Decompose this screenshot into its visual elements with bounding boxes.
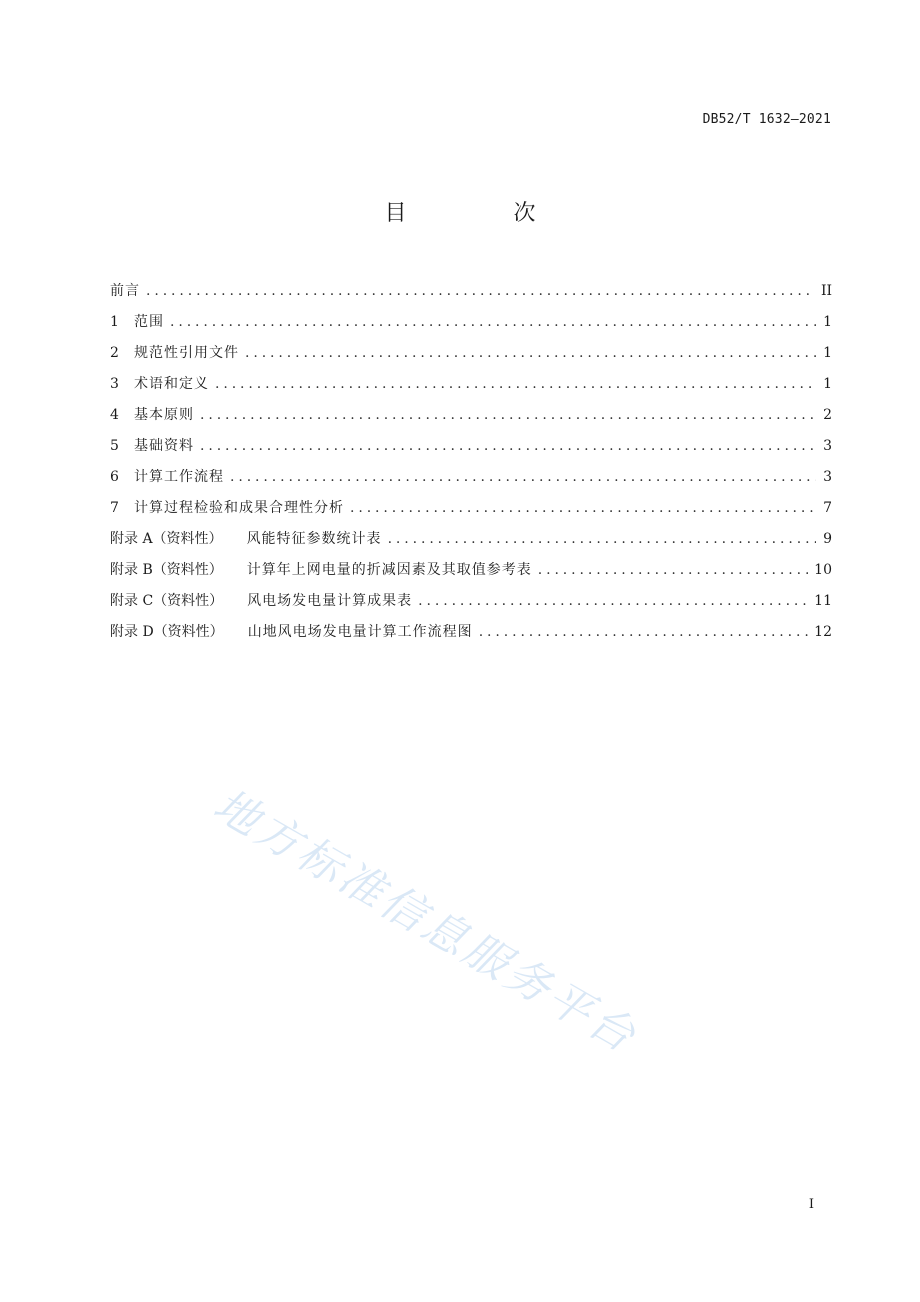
toc-entry-appendix-label: 附录 A（资料性） (110, 531, 223, 547)
toc-entry-title[interactable]: 术语和定义 (134, 376, 209, 392)
toc-entry-title[interactable]: 规范性引用文件 (134, 345, 239, 361)
toc-entry-title[interactable]: 基础资料 (134, 438, 194, 454)
toc-entry[interactable] (110, 589, 832, 620)
toc-entry-page-number: 1 (823, 314, 832, 330)
toc-entry-page-number: 12 (814, 624, 832, 640)
toc-entry-page-number: 2 (823, 407, 832, 423)
toc-entry-leader-dots (418, 589, 808, 613)
toc-entry-appendix-label: 附录 C（资料性） (110, 593, 224, 609)
table-of-contents (110, 279, 832, 651)
toc-entry-page-number: 9 (823, 531, 832, 547)
watermark: 地方标准信息服务平台 (205, 779, 647, 1064)
toc-entry-leader-dots (215, 372, 816, 396)
toc-entry[interactable] (110, 403, 832, 434)
toc-heading: 目 次 (384, 201, 586, 226)
toc-entry[interactable] (110, 372, 832, 403)
toc-entry[interactable] (110, 310, 832, 341)
toc-entry-page-number: 1 (823, 345, 832, 361)
toc-entry-title[interactable]: 范围 (134, 314, 164, 330)
toc-entry-title[interactable]: 计算过程检验和成果合理性分析 (134, 500, 344, 516)
toc-entry-number: 6 (110, 469, 119, 485)
toc-entry-page-number: II (820, 283, 832, 299)
toc-entry-leader-dots (230, 465, 816, 489)
toc-entry-leader-dots (350, 496, 816, 520)
toc-entry[interactable] (110, 558, 832, 589)
toc-entry-page-number: 7 (823, 500, 832, 516)
toc-entry[interactable] (110, 620, 832, 651)
toc-entry-number: 2 (110, 345, 119, 361)
toc-entry-appendix-label: 附录 B（资料性） (110, 562, 223, 578)
toc-entry-page-number: 3 (823, 469, 832, 485)
toc-entry-number: 7 (110, 500, 119, 516)
toc-entry-page-number: 1 (823, 376, 832, 392)
toc-entry-appendix-label: 附录 D（资料性） (110, 624, 224, 640)
toc-entry[interactable] (110, 465, 832, 496)
toc-entry-title[interactable]: 计算年上网电量的折减因素及其取值参考表 (246, 562, 532, 578)
toc-entry[interactable] (110, 279, 832, 310)
toc-entry-number: 1 (110, 314, 119, 330)
toc-entry[interactable] (110, 434, 832, 465)
toc-entry-title[interactable]: 基本原则 (134, 407, 194, 423)
toc-entry-page-number: 11 (814, 593, 832, 609)
toc-entry-number: 4 (110, 407, 119, 423)
toc-entry-title[interactable]: 山地风电场发电量计算工作流程图 (247, 624, 473, 640)
toc-entry-page-number: 3 (823, 438, 832, 454)
toc-entry-title[interactable]: 风能特征参数统计表 (246, 531, 382, 547)
toc-entry-leader-dots (170, 310, 816, 334)
toc-entry-title[interactable]: 计算工作流程 (134, 469, 224, 485)
toc-entry-title[interactable]: 风电场发电量计算成果表 (247, 593, 413, 609)
toc-entry-leader-dots (538, 558, 808, 582)
document-code: DB52/T 1632—2021 (702, 112, 831, 127)
toc-entry-number: 3 (110, 376, 119, 392)
toc-entry-leader-dots (388, 527, 816, 551)
toc-entry-title[interactable]: 前言 (110, 283, 140, 299)
toc-entry-leader-dots (146, 279, 815, 303)
toc-entry-leader-dots (200, 403, 816, 427)
toc-entry-leader-dots (245, 341, 816, 365)
toc-entry-number: 5 (110, 438, 119, 454)
toc-entry-leader-dots (200, 434, 816, 458)
page-number: I (808, 1197, 814, 1212)
toc-entry-page-number: 10 (814, 562, 832, 578)
toc-entry[interactable] (110, 496, 832, 527)
toc-entry-leader-dots (479, 620, 808, 644)
toc-entry[interactable] (110, 527, 832, 558)
toc-entry[interactable] (110, 341, 832, 372)
